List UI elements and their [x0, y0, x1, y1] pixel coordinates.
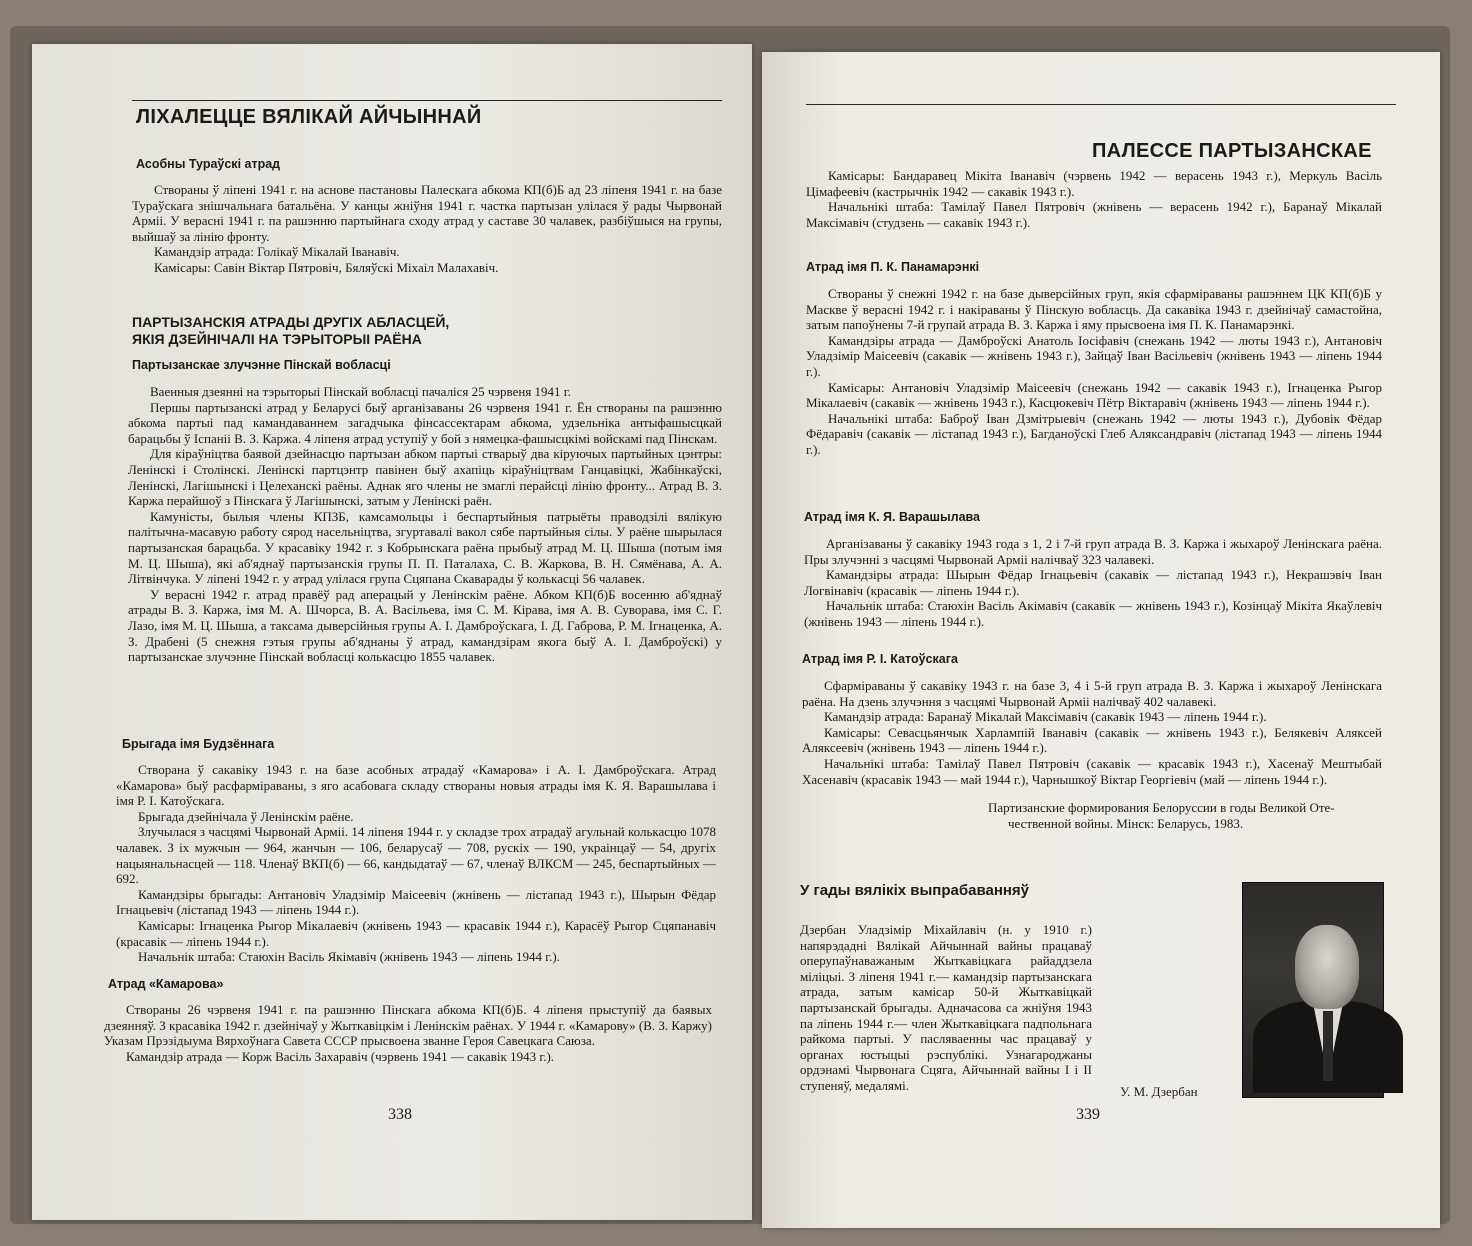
paragraph: Камандзір атрада — Корж Васіль Захаравіч (чэрвень 1941 — сакавік 1943 г.). [126, 1048, 555, 1064]
source-line: Партизанские формирования Белоруссии в годы Великой Оте- [988, 800, 1335, 815]
paragraph: Камісары: Ігнаценка Рыгор Мікалаевіч (жнівень 1943 — красавік 1944 г.), Карасёў Рыгор Сцяпанавіч (красавік — ліпень 1944 г.). [116, 917, 716, 949]
paragraph: Сфарміраваны ў сакавіку 1943 г. на базе 3, 4 і 5-й груп атрада В. З. Каржа і жыхароў Ленінскага раёна. На дзень злучэння з часцямі Чырвонай Арміі налічваў 402 чалавекі. [802, 678, 1382, 709]
paragraph: Камісары: Антановіч Уладзімір Маісеевіч (снежань 1942 — сакавік 1943 г.), Ігнаценка Рыгор Мікалаевіч (сакавік — жнівень 1943 г.), Касцюкевіч Пётр Віктаравіч (жнівень 1943 — ліпень 1944 г.). [806, 379, 1382, 411]
chapter-title-line: ЯКІЯ ДЗЕЙНІЧАЛІ НА ТЭРЫТОРЫІ РАЁНА [132, 331, 422, 347]
paragraph: Камісары: Севасцьянчык Харлампій Іванавіч (сакавік — жнівень 1943 г.), Белякевіч Аляксей Аляксеевіч (жнівень 1943 — ліпень 1944 г.). [802, 724, 1382, 756]
paragraph: Створаны ў ліпені 1941 г. на аснове пастановы Палескага абкома КП(б)Б ад 23 ліпеня 1941 г. на базе Тураўскага знішчальнага батальёна. У канцы жніўня 1941 г. частка партызан улілася ў рады Чырвонай Арміі. У верасні 1941 г. па рашэнню партыйнага сходу атрад у саставе 30 чалавек, разбіўшыся на групы, выйшаў за лінію фронту. [132, 182, 722, 244]
section-title: Атрад імя П. К. Панамарэнкі [806, 260, 980, 274]
section-title: У гады вялікіх выпрабаванняў [800, 882, 1030, 899]
section-body [116, 762, 716, 965]
paragraph: Створана ў сакавіку 1943 г. на базе асобных атрадаў «Камарова» і А. І. Дамброўскага. Атрад «Камарова» быў расфарміраваны, з яго асабовага складу створаны новыя атрады імя К. Я. Варашылава і імя Р. І. Катоўскага. [116, 762, 716, 809]
paragraph: Злучылася з часцямі Чырвонай Арміі. 14 ліпеня 1944 г. у складзе трох атрадаў агульнай колькасцю 1078 чалавек. З іх мужчын — 964, жанчын — 106, беларусаў — 708, рускіх — 190, украінцаў — 54, другіх нацыянальнасцей — 118. Членаў ВКП(б) — 66, кандыдатаў — 67, членаў ВЛКСМ — 245, беспартыйных — 692. [116, 824, 716, 887]
portrait-photo [1242, 882, 1384, 1098]
section-body [104, 1002, 712, 1064]
paragraph: Створаны 26 чэрвеня 1941 г. па рашэнню Пінскага абкома КП(б)Б. 4 ліпеня прыступіў да баявых дзеянняў. З красавіка 1942 г. дзейнічаў у Жыткавіцкім і Ленінскім раёнах. У 1944 г. «Камарову» (В. З. Каржу) Указам Прэзідыума Вярхоўнага Савета СССР прысвоена званне Героя Савецкага Саюза. [104, 1002, 712, 1049]
section-body [128, 384, 722, 665]
page-number-left: 338 [388, 1106, 412, 1123]
section-body [804, 536, 1382, 630]
paragraph: Начальнік штаба: Стаюхін Васіль Акімавіч (сакавік — жнівень 1943 г.), Козінцаў Мікіта Якаўлевіч (жнівень 1943 — ліпень 1944 г.). [804, 598, 1382, 629]
section-title: Брыгада імя Будзённага [122, 737, 275, 751]
paragraph: Камандзіры брыгады: Антановіч Уладзімір Маісеевіч (жнівень — лістапад 1943 г.), Шырын Фёдар Ігнацьевіч (лістапад 1943 — ліпень 1944 г.). [116, 886, 716, 918]
section-title: Атрад імя Р. І. Катоўскага [802, 652, 958, 666]
source-reference [988, 800, 1388, 831]
chapter-title-line: ПАРТЫЗАНСКІЯ АТРАДЫ ДРУГІХ АБЛАСЦЕЙ, [132, 314, 450, 330]
page-number-right: 339 [1076, 1106, 1100, 1123]
paragraph: Камуністы, былыя члены КПЗБ, камсамольцы і беспартыйныя патрыёты праводзілі вялікую палітычна-масавую работу сярод насельніцтва, згуртавалі вакол сябе партыйныя сілы. У раёне шырылася партызанская барацьба. У красавіку 1942 г. з Кобрынскага раёна прыбыў атрад М. Ц. Шыша (потым імя М. Ц. Шыша), які аб'яднаў партызанскія групы П. П. Паталаха, С. В. Жаркова, В. Н. Сямёнава, А. А. Літвінчука. У ліпені 1942 г. у атрад улілася група Сцяпана Скаварады ў колькасці 56 чалавек. [128, 508, 722, 587]
photo-tie [1323, 1011, 1333, 1081]
head-rule-right [806, 104, 1396, 105]
section-body [806, 168, 1382, 230]
paragraph: Створаны ў снежні 1942 г. на базе дыверсійных груп, якія сфарміраваны рашэннем ЦК КП(б)Б у Маскве ў верасні 1942 г. і накіраваны ў Пінскую вобласць. Да сакавіка 1943 г. дзейнічаў самастойна, затым папоўнены 7-й групай атрада В. З. Каржа і яму прысвоена імя П. К. Панамарэнкі. [806, 286, 1382, 333]
paragraph: Камандзіры атрада: Шырын Фёдар Ігнацьевіч (сакавік — лістапад 1943 г.), Некрашэвіч Іван Логвінавіч (красавік — ліпень 1944 г.). [804, 567, 1382, 598]
paragraph: Камандзір атрада: Голікаў Мікалай Іванавіч. [154, 244, 400, 260]
paragraph: Камандзіры атрада — Дамброўскі Анатоль Іосіфавіч (снежань 1942 — люты 1943 г.), Антановіч Уладзімір Маісеевіч (сакавік — жнівень 1943 г.), Зайцаў Іван Васільевіч (жнівень 1943 — ліпень 1944 г.). [806, 332, 1382, 379]
section-body [802, 678, 1382, 787]
paragraph: Начальнікі штаба: Тамілаў Павел Пятровіч (жнівень — верасень 1942 г.), Баранаў Мікалай Максімавіч (студзень — сакавік 1943 г.). [806, 199, 1382, 230]
biography-text: Дзербан Уладзімір Міхайлавіч (н. у 1910 г.) напярэдадні Вялікай Айчыннай вайны працаваў оперупаўнаважаным Жыткавіцкага райаддзела міліцыі. З ліпеня 1941 г.— камандзір партызанскага атрада, затым камісар 50-й Жыткавіцкай партызанскай брыгады. Адначасова са жніўня 1943 па ліпень 1944 г.— член Жыткавіцкага падпольнага райкома партыі. У пасляваенны час працаваў у органах юстыцыі рэспублікі. Узнагароджаны ордэнамі Чырвонага Сцяга, Айчыннай вайны І і ІІ ступеняў, медалямі. [800, 922, 1092, 1093]
photo-caption: У. М. Дзербан [1120, 1084, 1198, 1099]
section-title: Асобны Тураўскі атрад [136, 157, 281, 171]
section-title: Атрад імя К. Я. Варашылава [804, 510, 980, 524]
paragraph: Камандзір атрада: Баранаў Мікалай Максімавіч (сакавік 1943 — ліпень 1944 г.). [824, 709, 1267, 725]
paragraph: Брыгада дзейнічала ў Ленінскім раёне. [138, 808, 354, 824]
paragraph: Камісары: Бандаравец Мікіта Іванавіч (чэрвень 1942 — верасень 1943 г.), Меркуль Васіль Цімафеевіч (кастрычнік 1942 — сакавік 1943 г.). [806, 168, 1382, 199]
paragraph: Першы партызанскі атрад у Беларусі быў арганізаваны 26 чэрвеня 1941 г. Ён створаны па рашэнню абкома партыі пад камандаваннем загадчыка фінсассектарам абкома, удзельніка антыфашысцкай барацьбы ў Іспаніі В. З. Каржа. 4 ліпеня атрад уступіў у бой з нямецка-фашысцкімі войскамі пад Пінскам. [128, 399, 722, 446]
paragraph: Начальнікі штаба: Тамілаў Павел Пятровіч (сакавік — красавік 1943 г.), Хасенаў Мештыбай Хасенавіч (красавік 1943 — май 1944 г.), Чарнышкоў Віктар Георгіевіч (май — ліпень 1944 г.). [802, 755, 1382, 787]
paragraph: Начальнікі штаба: Баброў Іван Дзмітрыевіч (снежань 1942 — люты 1943 г.), Дубовік Фёдар Фёдаравіч (сакавік — лістапад 1943 г.), Багданоўскі Глеб Аляксандравіч (лістапад 1943 — ліпень 1944 г.). [806, 410, 1382, 457]
chapter-title [132, 314, 449, 348]
paragraph: Арганізаваны ў сакавіку 1943 года з 1, 2 і 7-й груп атрада В. З. Каржа і жыхароў Ленінскага раёна. Пры злучэнні з часцямі Чырвонай Арміі налічваў 323 чалавекі. [804, 536, 1382, 567]
source-line: чественной войны. Мінск: Беларусь, 1983. [1008, 815, 1244, 831]
paragraph: Камісары: Савін Віктар Пятровіч, Бяляўскі Міхаіл Малахавіч. [154, 259, 499, 275]
paragraph: У верасні 1942 г. атрад правёў рад аперацый у Ленінскім раёне. Абком КП(б)Б восенню аб'яднаў атрады В. З. Каржа, імя М. А. Шчорса, В. А. Васільева, імя С. М. Кірава, імя А. В. Суворава, імя С. Г. Лазо, імя М. Ц. Шыша, а таксама дыверсійныя групы А. І. Дамброўскага, І. Д. Габрова, Р. М. Ігнаценка, А. З. Драбені (5 снежня гэтыя групы аб'яднаны ў атрад, камандзірам якога быў А. І. Дамброўскі) у партызанскае злучэнне Пінскай вобласці колькасцю 1855 чалавек. [128, 586, 722, 665]
right-page [762, 52, 1440, 1228]
section-body [132, 182, 722, 276]
left-page [32, 44, 752, 1220]
head-rule-left [132, 100, 722, 101]
paragraph: Ваенныя дзеянні на тэрыторыі Пінскай вобласці пачаліся 25 чэрвеня 1941 г. [150, 384, 571, 399]
running-head-right: ПАЛЕССЕ ПАРТЫЗАНСКАЕ [1092, 140, 1372, 162]
running-head-left: ЛІХАЛЕЦЦЕ ВЯЛІКАЙ АЙЧЫННАЙ [136, 106, 482, 128]
photo-face [1295, 925, 1359, 1009]
section-title: Партызанскае злучэнне Пінскай вобласці [132, 358, 391, 372]
section-body [806, 286, 1382, 458]
paragraph: Начальнік штаба: Стаюхін Васіль Якімавіч (жнівень 1943 — ліпень 1944 г.). [138, 949, 560, 965]
paragraph: Для кіраўніцтва баявой дзейнасцю партызан абком партыі стварыў два кіруючых партыйных цэнтры: Ленінскі і Столінскі. Ленінскі партцэнтр павінен быў ахапіць кіраўніцтвам Ганцавіцкі, Жабінкаўскі, Ленінскі, Лагішынскі і Целеханскі раёны. Аднак яго члены не змаглі перайсці лінію фронту... Атрад В. З. Каржа перайшоў з Пінскага ў Лагішынскі, затым у Ленінскі раён. [128, 446, 722, 509]
section-title: Атрад «Камарова» [108, 977, 224, 991]
